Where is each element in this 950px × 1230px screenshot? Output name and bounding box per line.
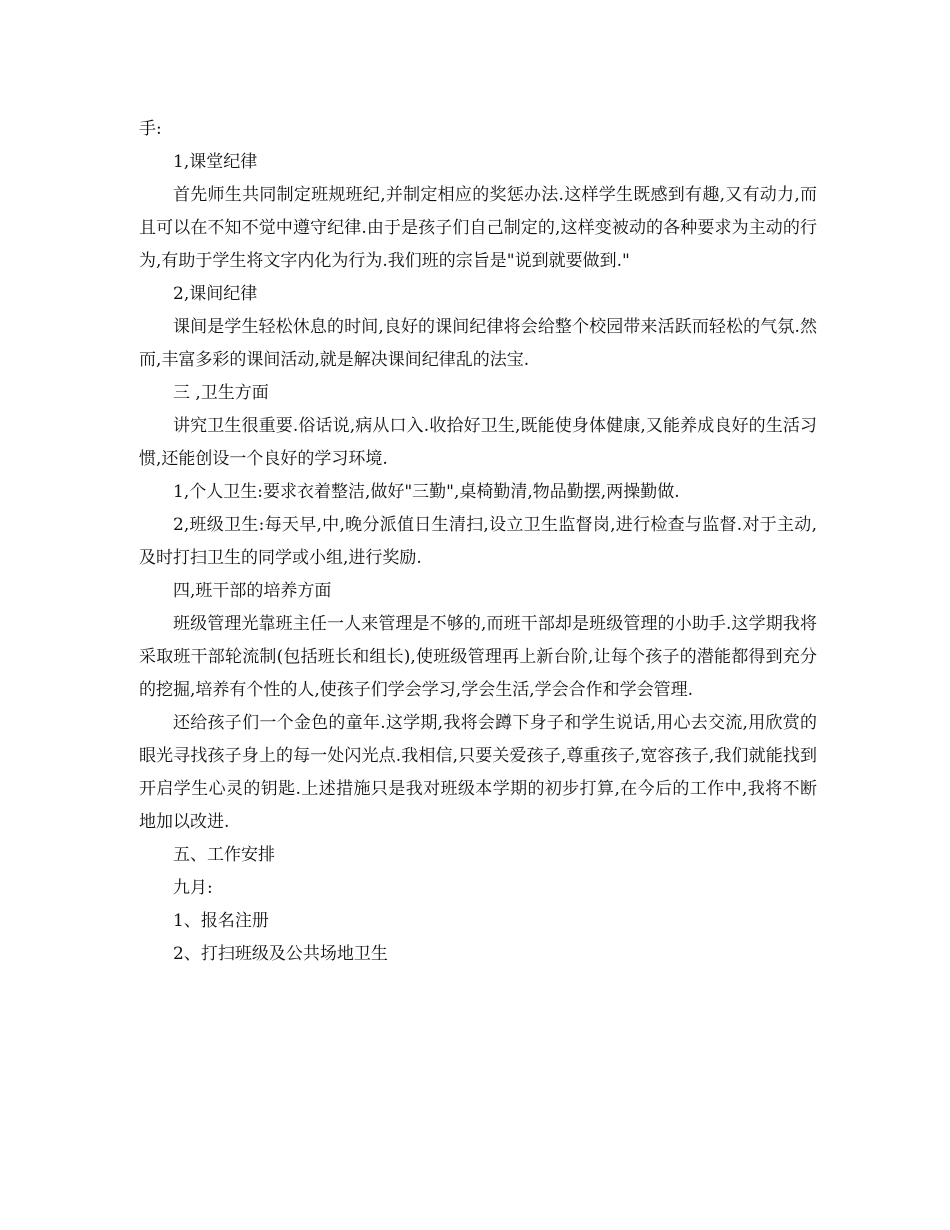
heading-work-arrangement: 五、工作安排 <box>173 845 275 865</box>
paragraph-golden-childhood: 还给孩子们一个金色的童年.这学期,我将会蹲下身子和学生说话,用心去交流,用欣赏的眼光寻找孩子身上的每一处闪光点.我相信,只要关爱孩子,尊重孩子,宽容孩子,我们就能找到开启学生心灵的钥匙.上述措施只是我对班级本学期的初步打算,在今后的工作中,我将不断地加以改进. <box>139 713 817 832</box>
list-item-registration: 1、报名注册 <box>173 911 269 931</box>
paragraph-personal-hygiene: 1,个人卫生:要求衣着整洁,做好"三勤",桌椅勤清,物品勤摆,两操勤做. <box>173 482 680 502</box>
paragraph-cadre-management: 班级管理光靠班主任一人来管理是不够的,而班干部却是班级管理的小助手.这学期我将采取班干部轮流制(包括班长和组长),使班级管理再上新台阶,让每个孩子的潜能都得到充分的挖掘,培养有个性的人,使孩子们学会学习,学会生活,学会合作和学会管理. <box>139 614 817 700</box>
paragraph-break-time: 课间是学生轻松休息的时间,良好的课间纪律将会给整个校园带来活跃而轻松的气氛.然而,丰富多彩的课间活动,就是解决课间纪律乱的法宝. <box>139 317 817 370</box>
heading-class-cadres: 四,班干部的培养方面 <box>173 581 332 601</box>
paragraph-class-hygiene: 2,班级卫生:每天早,中,晚分派值日生清扫,设立卫生监督岗,进行检查与监督.对于主动,及时打扫卫生的同学或小组,进行奖励. <box>139 515 817 568</box>
heading-september: 九月: <box>173 878 213 898</box>
document-body <box>139 113 817 971</box>
paragraph-hygiene-importance: 讲究卫生很重要.俗话说,病从口入.收拾好卫生,既能使身体健康,又能养成良好的生活习惯,还能创设一个良好的学习环境. <box>139 416 817 469</box>
heading-classroom-discipline: 1,课堂纪律 <box>173 152 258 172</box>
paragraph-continuation: 手: <box>139 119 162 139</box>
heading-break-discipline: 2,课间纪律 <box>173 284 258 304</box>
list-item-cleaning: 2、打扫班级及公共场地卫生 <box>173 944 388 964</box>
paragraph-class-rules: 首先师生共同制定班规班纪,并制定相应的奖惩办法.这样学生既感到有趣,又有动力,而且可以在不知不觉中遵守纪律.由于是孩子们自己制定的,这样变被动的各种要求为主动的行为,有助于学生将文字内化为行为.我们班的宗旨是"说到就要做到." <box>139 185 817 271</box>
heading-hygiene: 三 ,卫生方面 <box>173 383 269 403</box>
